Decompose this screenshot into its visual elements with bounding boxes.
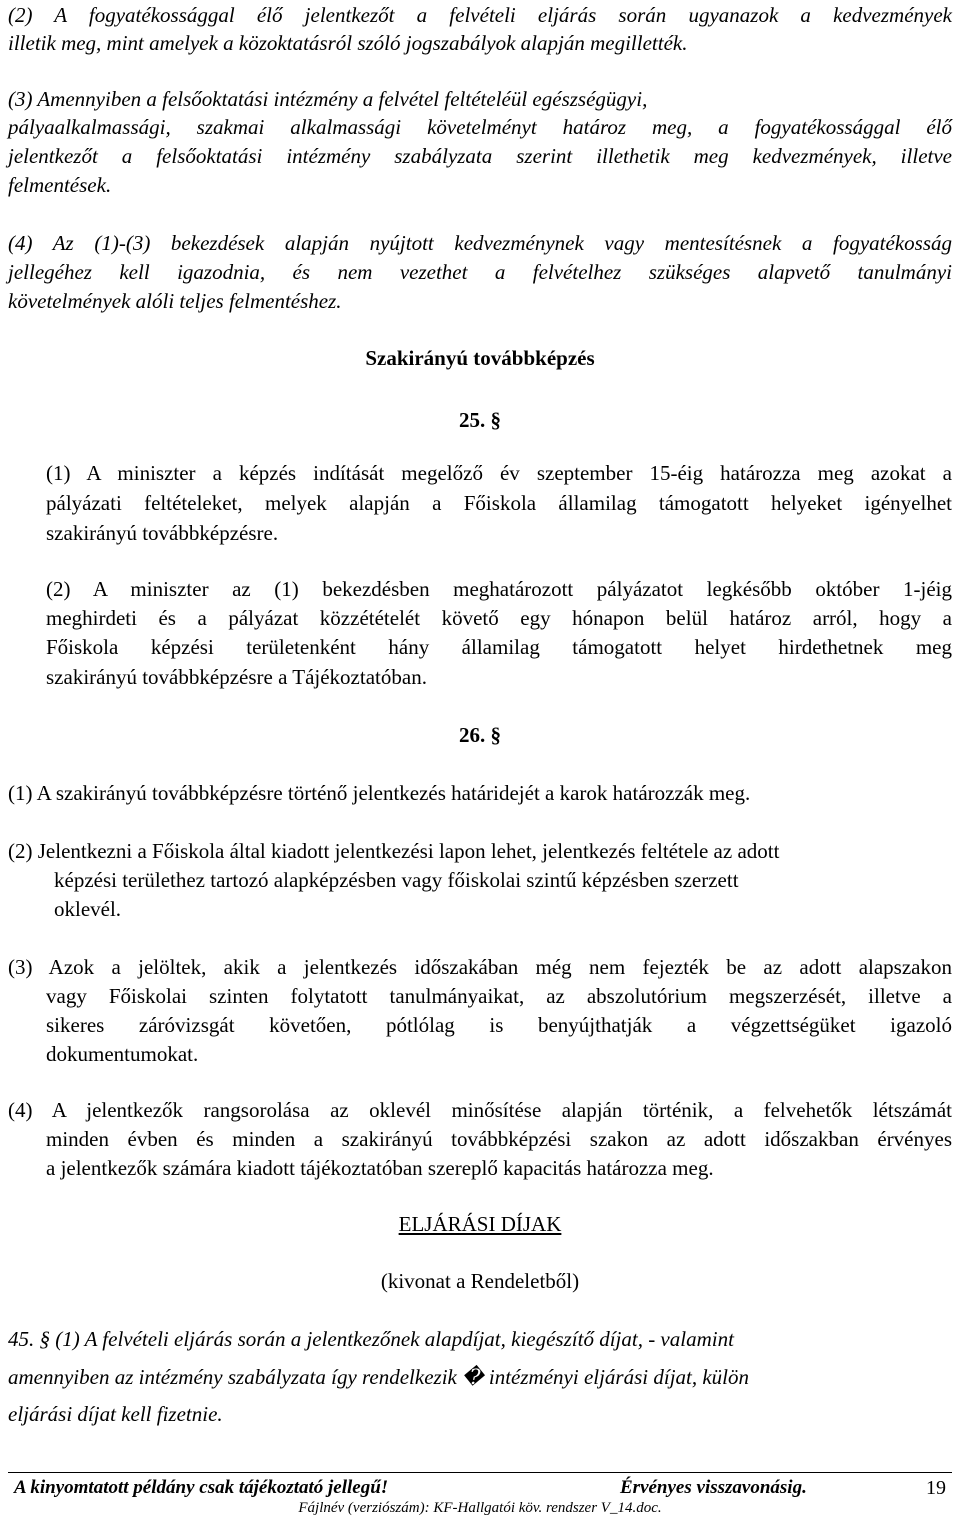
para-3-line-4: felmentések. [8,173,112,197]
s45-line-1: 45. § (1) A felvételi eljárás során a jelentkezőnek alapdíjat, kiegészítő díjat, - valamint [8,1327,734,1351]
para-2-line-1: (2) A fogyatékossággal élő jelentkezőt a felvételi eljárás során ugyanazok a kedvezmények [8,3,952,27]
section-number-25: 25. § [459,408,501,432]
para-4-line-2: jellegéhez kell igazodnia, és nem vezethet a felvételhez szükséges alapvető tanulmányi [8,260,952,284]
s45-line-2: amennyiben az intézmény szabályzata így rendelkezik � intézményi eljárási díjat, külön [8,1365,750,1389]
s26-p4-line-1: (4) A jelentkezők rangsorolása az oklevél minősítése alapján történik, a felvehetők létszámát [8,1098,952,1122]
s25-p2-line-1: (2) A miniszter az (1) bekezdésben meghatározott pályázatot legkésőbb október 1-jéig [46,577,952,601]
page-number: 19 [926,1477,946,1499]
s26-p3-line-3: sikeres záróvizsgát követően, pótlólag is benyújthatják a végzettségüket igazoló [46,1013,952,1037]
s26-p4-line-3: a jelentkezők számára kiadott tájékoztatóban szereplő kapacitás határozza meg. [46,1156,714,1180]
s25-p1-line-2: pályázati feltételeket, melyek alapján a Főiskola államilag támogatott helyeket igényelhet [46,491,952,515]
s26-p2-line-2: képzési területhez tartozó alapképzésben vagy főiskolai szintű képzésben szerzett [54,868,739,892]
s26-p4-line-2: minden évben és minden a szakirányú továbbképzési szakon az adott időszakban érvényes [46,1127,952,1151]
s25-p2-line-4: szakirányú továbbképzésre a Tájékoztatóban. [46,665,427,689]
footer-divider [8,1472,952,1473]
para-4-line-3: követelmények alóli teljes felmentéshez. [8,289,342,313]
para-3-line-3: jelentkezőt a felsőoktatási intézmény szabályzata szerint illethetik meg kedvezmények, illetve [8,144,952,168]
footer-filename: Fájlnév (verziószám): KF-Hallgatói köv. rendszer V_14.doc. [298,1500,662,1516]
s26-p2-line-3: oklevél. [54,897,122,921]
s25-p2-line-2: meghirdeti és a pályázat közzétételét követő egy hónapon belül határoz arról, hogy a [46,606,952,630]
footer-validity: Érvényes visszavonásig. [620,1477,807,1498]
s26-p1: (1) A szakirányú továbbképzésre történő jelentkezés határidejét a karok határozzák meg. [8,781,751,805]
para-3-line-1: (3) Amennyiben a felsőoktatási intézmény a felvétel feltételéül egészségügyi, [8,87,648,111]
para-4-line-1: (4) Az (1)-(3) bekezdések alapján nyújtott kedvezménynek vagy mentesítésnek a fogyatékosság [8,231,952,255]
section-subheading-kivonat: (kivonat a Rendeletből) [380,1269,580,1293]
footer-disclaimer: A kinyomtatott példány csak tájékoztató jellegű! [14,1477,389,1498]
s26-p3-line-1: (3) Azok a jelöltek, akik a jelentkezés időszakában még nem fejezték be az adott alapszakon [8,955,952,979]
s25-p1-line-3: szakirányú továbbképzésre. [46,521,279,545]
section-number-26: 26. § [459,723,501,747]
s25-p1-line-1: (1) A miniszter a képzés indítását megelőző év szeptember 15-éig határozza meg azokat a [46,461,952,485]
s26-p2-line-1: (2) Jelentkezni a Főiskola által kiadott jelentkezési lapon lehet, jelentkezés feltétele az adott [8,839,780,863]
s45-line-3: eljárási díjat kell fizetnie. [8,1402,223,1426]
s26-p3-line-2: vagy Főiskolai szinten folytatott tanulmányaikat, az abszolutórium megszerzését, illetve a [46,984,952,1008]
para-3-line-2: pályaalkalmassági, szakmai alkalmassági követelményt határoz meg, a fogyatékossággal élő [8,115,952,139]
section-heading-eljarasi-dijak: ELJÁRÁSI DÍJAK [398,1212,562,1236]
para-2-line-2: illetik meg, mint amelyek a közoktatásról szóló jogszabályok alapján megillették. [8,31,688,55]
section-heading-szakiranyu: Szakirányú továbbképzés [365,346,595,370]
s25-p2-line-3: Főiskola képzési területenként hány államilag támogatott helyet hirdethetnek meg [46,635,952,659]
s26-p3-line-4: dokumentumokat. [46,1042,199,1066]
